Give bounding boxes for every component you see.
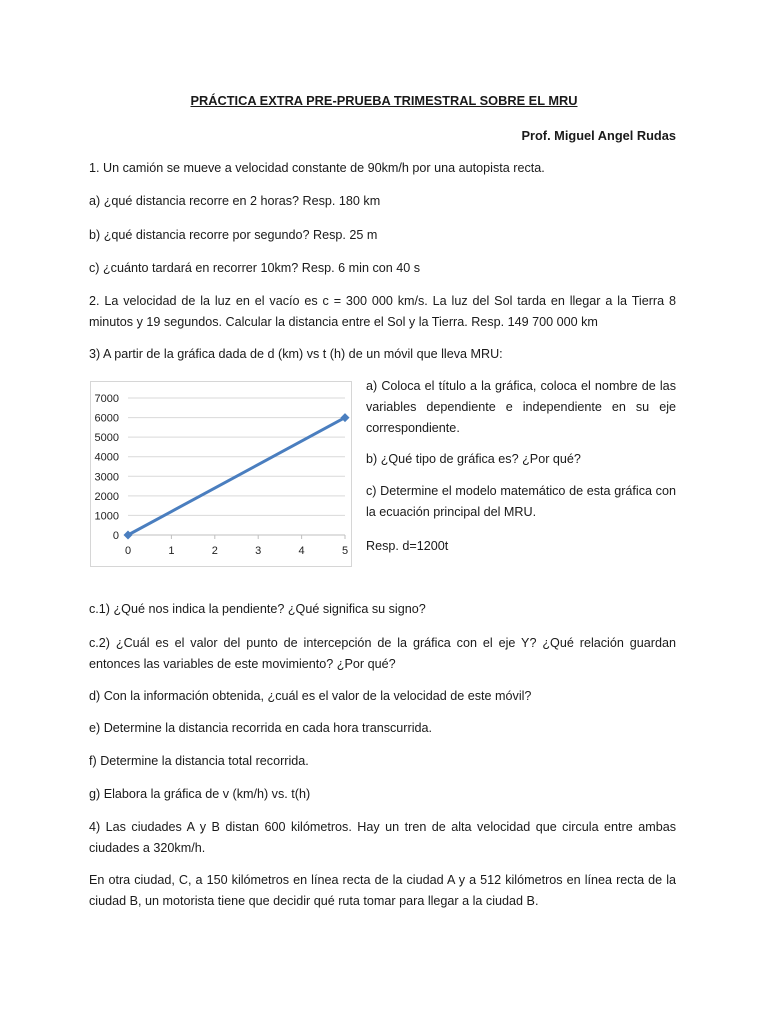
- chart-canvas: [91, 382, 353, 568]
- question-3d: d) Con la información obtenida, ¿cuál es el valor de la velocidad de este móvil?: [89, 689, 532, 703]
- x-tick-label: 5: [341, 545, 349, 557]
- y-tick-label: 4000: [94, 451, 119, 464]
- question-3e: e) Determine la distancia recorrida en cada hora transcurrida.: [89, 721, 432, 735]
- question-3f: f) Determine la distancia total recorrida.: [89, 754, 309, 768]
- y-tick-label: 6000: [94, 412, 119, 425]
- question-1c: c) ¿cuánto tardará en recorrer 10km? Resp. 6 min con 40 s: [89, 261, 421, 275]
- question-3b: b) ¿Qué tipo de gráfica es? ¿Por qué?: [366, 452, 581, 466]
- x-tick-label: 4: [298, 545, 305, 557]
- question-4: 4) Las ciudades A y B distan 600 kilómetros. Hay un tren de alta velocidad que circula entre ambas ciudades a 320km/h.: [89, 820, 676, 855]
- question-1a: a) ¿qué distancia recorre en 2 horas? Resp. 180 km: [89, 194, 381, 208]
- y-tick-label: 7000: [94, 393, 119, 405]
- y-tick-label: 5000: [94, 432, 119, 445]
- question-2: 2. La velocidad de la luz en el vacío es c = 300 000 km/s. La luz del Sol tarda en llegar a la Tierra 8 minutos y 19 segundos. Calcular la distancia entre el Sol y la Tierra. Resp. 149 700 000 km: [89, 294, 676, 329]
- y-tick-label: 0: [112, 530, 119, 542]
- question-3c: c) Determine el modelo matemático de esta gráfica con la ecuación principal del MRU.: [366, 484, 676, 519]
- y-tick-label: 3000: [94, 471, 119, 484]
- question-1b: b) ¿qué distancia recorre por segundo? Resp. 25 m: [89, 228, 378, 242]
- question-3c2: c.2) ¿Cuál es el valor del punto de intercepción de la gráfica con el eje Y? ¿Qué relación guardan entonces las variables de este movimiento? ¿Por qué?: [89, 636, 676, 671]
- question-4-scenario: En otra ciudad, C, a 150 kilómetros en línea recta de la ciudad A y a 512 kilómetros en línea recta de la ciudad B, un motorista tiene que decidir qué ruta tomar para llegar a la ciudad B.: [89, 873, 676, 908]
- y-tick-label: 2000: [94, 490, 119, 503]
- author-line: Prof. Miguel Angel Rudas: [521, 128, 676, 143]
- document-title: PRÁCTICA EXTRA PRE-PRUEBA TRIMESTRAL SOBRE EL MRU: [190, 93, 578, 108]
- x-tick-label: 2: [211, 545, 218, 557]
- question-3a: a) Coloca el título a la gráfica, coloca el nombre de las variables dependiente e independiente en su eje correspondiente.: [366, 379, 676, 435]
- distance-time-chart: [90, 381, 352, 567]
- question-3g: g) Elabora la gráfica de v (km/h) vs. t(h): [89, 787, 311, 801]
- x-tick-label: 1: [168, 545, 175, 557]
- question-3c1: c.1) ¿Qué nos indica la pendiente? ¿Qué significa su signo?: [89, 602, 426, 616]
- x-tick-label: 0: [124, 545, 132, 557]
- x-tick-label: 3: [255, 545, 262, 557]
- question-3: 3) A partir de la gráfica dada de d (km) vs t (h) de un móvil que lleva MRU:: [89, 347, 503, 361]
- answer-3c: Resp. d=1200t: [366, 539, 449, 553]
- y-tick-label: 1000: [94, 510, 119, 523]
- question-1: 1. Un camión se mueve a velocidad constante de 90km/h por una autopista recta.: [89, 161, 545, 175]
